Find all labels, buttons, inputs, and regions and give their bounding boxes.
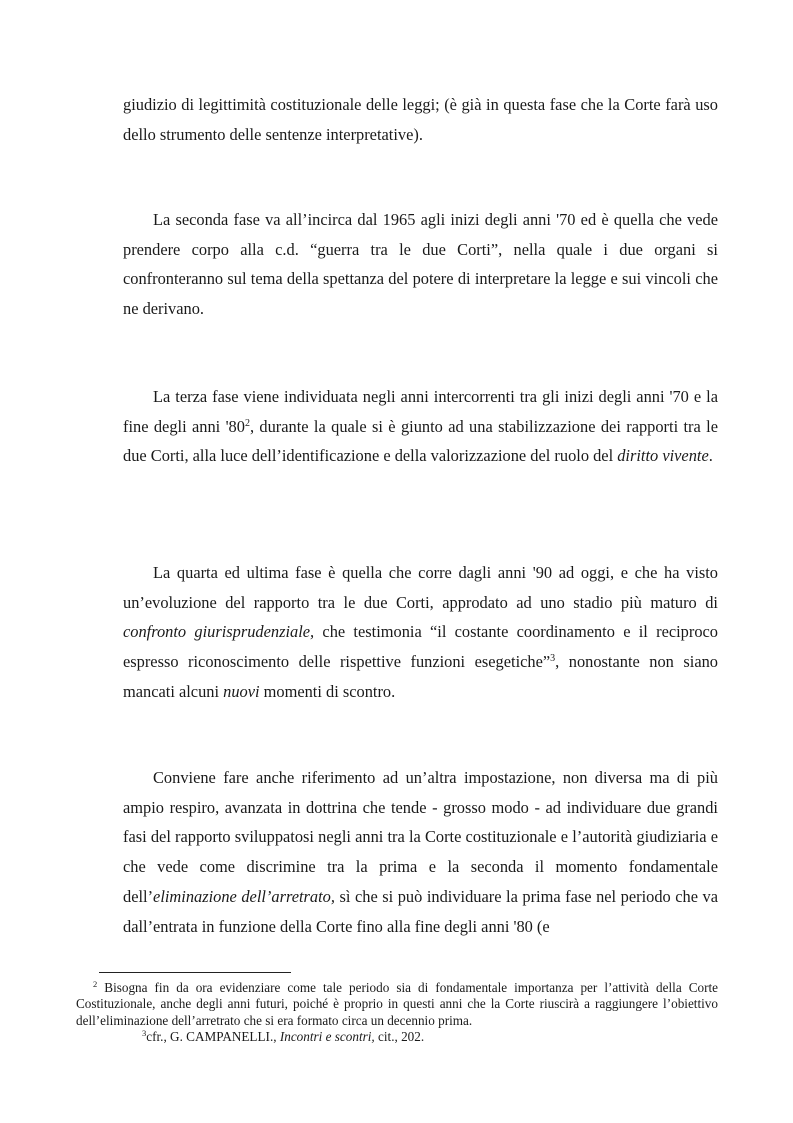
footnote-number: 3	[142, 1028, 147, 1038]
paragraph-second-phase: La seconda fase va all’incirca dal 1965 agli inizi degli anni '70 ed è quella che vede prendere corpo alla c.d. “guerra tra le due Corti”, nella quale i due organi si confronteranno sul tema della spettanza del potere di interpretare la legge e sui vincoli che ne derivano.	[123, 210, 718, 319]
footnote-2: $^2$ Bisogna fin da ora evidenziare come tale periodo sia di fondamentale importanza per l’attività della Corte Costituzionale, anche degli anni futuri, poiché è proprio in questi anni che la Corte riuscirà a raggiungere l’obiettivo dell’eliminazione dell’arretrato che si era formato circa un decennio prima.	[76, 979, 718, 1028]
footnote-number: 2	[93, 979, 98, 989]
paragraph-alternative-approach: Conviene fare anche riferimento ad un’altra impostazione, non diversa ma di più ampio respiro, avanzata in dottrina che tende - grosso modo - ad individuare due grandi fasi del rapporto sviluppatosi negli anni tra la Corte costituzionale e l’autorità giudiziaria e che vede come discrimine tra la prima e la seconda il momento fondamentale dell’eliminazione dell’arretrato, sì che si può individuare la prima fase nel periodo che va dall’entrata in funzione della Corte fino alla fine degli anni '80 (e	[123, 768, 718, 936]
paragraph-third-phase: La terza fase viene individuata negli anni intercorrenti tra gli inizi degli anni '70 e la fine degli anni '$80^2$, durante la quale si è giunto ad una stabilizzazione dei rapporti tra le due Corti, alla luce dell’identificazione e della valorizzazione del ruolo del diritto vivente.	[123, 387, 718, 466]
footnote-3: $^3$cfr., G. CAMPANELLI., Incontri e scontri, cit., 202.	[142, 1028, 425, 1044]
paragraph-continuation: giudizio di legittimità costituzionale delle leggi; (è già in questa fase che la Corte farà uso dello strumento delle sentenze interpretative).	[123, 95, 718, 144]
footnote-ref-2: 2	[244, 417, 250, 429]
footnote-ref-3: 3	[550, 653, 556, 665]
paragraph-fourth-phase: La quarta ed ultima fase è quella che corre dagli anni '90 ad oggi, e che ha visto un’evoluzione del rapporto tra le due Corti, approdato ad uno stadio più maturo di confronto giurisprudenziale, che testimonia “il costante coordinamento e il reciproco espresso riconoscimento delle rispettive funzioni esegetiche”$^3$, nonostante non siano mancati alcuni nuovi momenti di scontro.	[123, 563, 718, 701]
footnote-separator	[99, 972, 291, 973]
